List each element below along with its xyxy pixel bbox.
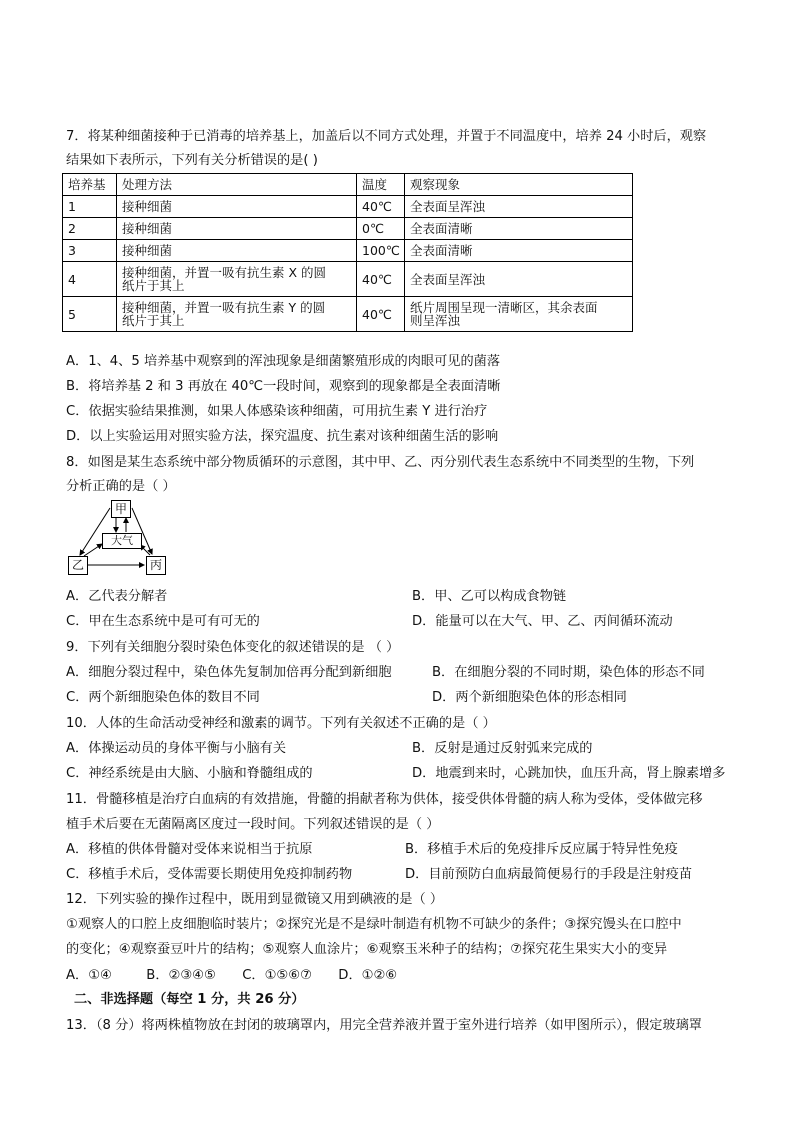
q9-option-d: D．两个新细胞染色体的形态相同 bbox=[432, 690, 627, 705]
cell-line: 接种细菌，并置一吸有抗生素 X 的圆 bbox=[122, 265, 327, 280]
q7-option-d: D．以上实验运用对照实验方法，探究温度、抗生素对该种细菌生活的影响 bbox=[66, 429, 499, 444]
q13-stem-line1: 13．（8 分）将两株植物放在封闭的玻璃罩内，用完全营养液并置于室外进行培养（如甲图所示），假定玻璃罩 bbox=[66, 1018, 702, 1033]
table-cell: 全表面清晰 bbox=[405, 218, 633, 240]
table-cell: 接种细菌 bbox=[117, 218, 357, 240]
q10-option-b: B．反射是通过反射弧来完成的 bbox=[412, 741, 593, 756]
cell-line: 纸片于其上 bbox=[122, 278, 185, 293]
q12-option-c: C．①⑤⑥⑦ bbox=[242, 968, 312, 983]
q11-stem-line2: 植手术后要在无菌隔离区度过一段时间。下列叙述错误的是（ ） bbox=[66, 817, 440, 832]
table-row bbox=[63, 297, 633, 332]
table-cell: 40℃ bbox=[357, 196, 405, 218]
q8-option-c: C．甲在生态系统中是可有可无的 bbox=[66, 614, 260, 629]
cell-line: 则呈浑浊 bbox=[410, 313, 461, 328]
table-cell: 全表面清晰 bbox=[405, 240, 633, 262]
q8-stem-line2: 分析正确的是（ ） bbox=[66, 479, 176, 494]
q7-option-c: C．依据实验结果推测，如果人体感染该种细菌，可用抗生素 Y 进行治疗 bbox=[66, 404, 488, 419]
q11-option-c: C．移植手术后，受体需要长期使用免疫抑制药物 bbox=[66, 867, 353, 882]
q12-list-line1: ①观察人的口腔上皮细胞临时装片；②探究光是不是绿叶制造有机物不可缺少的条件；③探究馒头在口腔中 bbox=[66, 917, 682, 932]
table-cell: 接种细菌 bbox=[117, 196, 357, 218]
table-cell bbox=[405, 297, 633, 332]
q12-option-a: A．①④ bbox=[66, 968, 112, 983]
q8-option-b: B．甲、乙可以构成食物链 bbox=[412, 589, 567, 604]
node-daqi: 大气 bbox=[102, 533, 142, 549]
q8-stem-line1: 8．如图是某生态系统中部分物质循环的示意图，其中甲、乙、丙分别代表生态系统中不同类型的生物，下列 bbox=[66, 455, 695, 470]
q12-stem: 12．下列实验的操作过程中，既用到显微镜又用到碘液的是（ ） bbox=[66, 892, 444, 907]
table-row bbox=[63, 218, 633, 240]
q7-stem-line2: 结果如下表所示，下列有关分析错误的是( ) bbox=[66, 153, 318, 168]
q10-option-d: D．地震到来时，心跳加快，血压升高，肾上腺素增多 bbox=[412, 766, 726, 781]
q9-option-c: C．两个新细胞染色体的数目不同 bbox=[66, 690, 260, 705]
table-cell bbox=[117, 297, 357, 332]
q7-result-table bbox=[62, 173, 633, 332]
q9-stem: 9．下列有关细胞分裂时染色体变化的叙述错误的是 （ ） bbox=[66, 640, 400, 655]
table-cell: 3 bbox=[63, 240, 117, 262]
q12-option-b: B．②③④⑤ bbox=[146, 968, 216, 983]
q8-option-a: A．乙代表分解者 bbox=[66, 589, 168, 604]
table-cell: 5 bbox=[63, 297, 117, 332]
table-cell: 100℃ bbox=[357, 240, 405, 262]
q7-option-a: A．1、4、5 培养基中观察到的浑浊现象是细菌繁殖形成的肉眼可见的菌落 bbox=[66, 354, 501, 369]
table-cell: 全表面呈浑浊 bbox=[405, 262, 633, 297]
table-header-cell: 处理方法 bbox=[117, 174, 357, 196]
table-row bbox=[63, 240, 633, 262]
table-header-cell: 观察现象 bbox=[405, 174, 633, 196]
q8-cycle-diagram bbox=[66, 498, 176, 580]
q9-option-a: A．细胞分裂过程中，染色体先复制加倍再分配到新细胞 bbox=[66, 665, 392, 680]
q12-options bbox=[66, 967, 397, 985]
table-cell: 40℃ bbox=[357, 262, 405, 297]
table-header-cell: 培养基 bbox=[63, 174, 117, 196]
q12-option-d: D．①②⑥ bbox=[338, 968, 398, 983]
q11-option-a: A．移植的供体骨髓对受体来说相当于抗原 bbox=[66, 842, 313, 857]
q9-option-b: B．在细胞分裂的不同时期，染色体的形态不同 bbox=[432, 665, 705, 680]
node-jia: 甲 bbox=[111, 500, 131, 518]
table-cell: 全表面呈浑浊 bbox=[405, 196, 633, 218]
q8-option-d: D．能量可以在大气、甲、乙、丙间循环流动 bbox=[412, 614, 673, 629]
table-cell: 4 bbox=[63, 262, 117, 297]
q11-option-d: D．目前预防白血病最简便易行的手段是注射疫苗 bbox=[405, 867, 693, 882]
table-cell: 2 bbox=[63, 218, 117, 240]
table-header-row bbox=[63, 174, 633, 196]
q10-option-c: C．神经系统是由大脑、小脑和脊髓组成的 bbox=[66, 766, 313, 781]
section-title: 二、非选择题（每空 1 分，共 26 分） bbox=[74, 992, 305, 1007]
q7-option-b: B．将培养基 2 和 3 再放在 40℃一段时间，观察到的现象都是全表面清晰 bbox=[66, 379, 501, 394]
table-row bbox=[63, 262, 633, 297]
table-cell: 0℃ bbox=[357, 218, 405, 240]
table-cell: 40℃ bbox=[357, 297, 405, 332]
cell-line: 纸片于其上 bbox=[122, 313, 185, 328]
q11-stem-line1: 11．骨髓移植是治疗白血病的有效措施，骨髓的捐献者称为供体，接受供体骨髓的病人称为受体，受体做完移 bbox=[66, 792, 703, 807]
q10-stem: 10．人体的生命活动受神经和激素的调节。下列有关叙述不正确的是（ ） bbox=[66, 716, 496, 731]
table-cell bbox=[117, 262, 357, 297]
q7-stem-line1: 7．将某种细菌接种于已消毒的培养基上，加盖后以不同方式处理，并置于不同温度中，培养 24 小时后，观察 bbox=[66, 129, 707, 144]
table-header-cell: 温度 bbox=[357, 174, 405, 196]
q11-option-b: B．移植手术后的免疫排斥反应属于特异性免疫 bbox=[405, 842, 678, 857]
q12-list-line2: 的变化；④观察蚕豆叶片的结构；⑤观察人血涂片；⑥观察玉米种子的结构；⑦探究花生果实大小的变异 bbox=[66, 942, 668, 957]
table-row bbox=[63, 196, 633, 218]
node-bing: 丙 bbox=[146, 556, 166, 575]
q10-option-a: A．体操运动员的身体平衡与小脑有关 bbox=[66, 741, 287, 756]
table-cell: 1 bbox=[63, 196, 117, 218]
cell-line: 接种细菌，并置一吸有抗生素 Y 的圆 bbox=[122, 300, 326, 315]
table-cell: 接种细菌 bbox=[117, 240, 357, 262]
node-yi: 乙 bbox=[68, 556, 88, 575]
cell-line: 纸片周围呈现一清晰区，其余表面 bbox=[410, 300, 598, 315]
